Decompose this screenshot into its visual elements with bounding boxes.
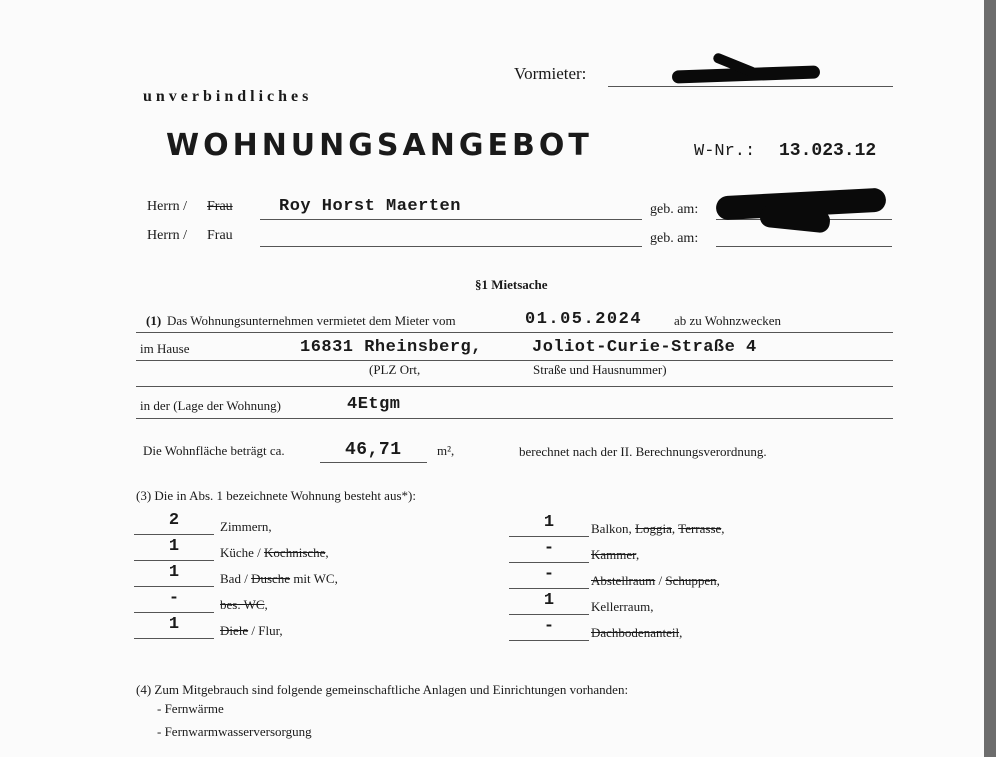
- qty-wc: -: [168, 589, 180, 608]
- label-abstellraum: Abstellraum / Schuppen,: [591, 573, 720, 588]
- haus-label: im Hause: [140, 341, 190, 356]
- name-line-1: [260, 219, 642, 220]
- qty-line: [134, 586, 214, 587]
- street-hint: Straße und Hausnummer): [533, 362, 667, 377]
- lage-value: 4Etgm: [347, 395, 401, 414]
- address-line-2: [136, 386, 893, 387]
- salutation-frau-1: Frau: [207, 199, 233, 214]
- tenant-name: Roy Horst Maerten: [279, 197, 461, 216]
- qty-line: [134, 560, 214, 561]
- birthdate-label-1: geb. am:: [650, 202, 699, 217]
- label-balkon: Balkon, Loggia, Terrasse,: [591, 521, 725, 536]
- birthdate-line-2: [716, 246, 892, 247]
- qty-kueche: 1: [168, 537, 180, 556]
- page-title: WOHNUNGSANGEBOT: [166, 128, 593, 163]
- qty-balkon: 1: [543, 513, 555, 532]
- qty-line: [509, 614, 589, 615]
- address-line: [136, 360, 893, 361]
- label-kammer: Kammer,: [591, 547, 640, 562]
- qty-dachboden: -: [543, 617, 555, 636]
- label-flur: Diele / Flur,: [220, 623, 283, 638]
- area-unit: m²,: [437, 443, 455, 458]
- label-bad: Bad / Dusche mit WC,: [220, 571, 338, 586]
- clause3-text: (3) Die in Abs. 1 bezeichnete Wohnung besteht aus*):: [136, 488, 416, 503]
- section-heading: §1 Mietsache: [475, 277, 548, 292]
- salutation-frau-2: Frau: [207, 228, 233, 243]
- vormieter-label: Vormieter:: [514, 64, 587, 83]
- wnr-value: 13.023.12: [779, 141, 877, 161]
- qty-line: [509, 588, 589, 589]
- clause1-line: [136, 332, 893, 333]
- offer-subtitle: unverbindliches: [143, 88, 313, 105]
- lage-line: [136, 418, 893, 419]
- wnr-label: W-Nr.:: [694, 142, 756, 161]
- facility-item: - Fernwarmwasserversorgung: [157, 724, 312, 739]
- clause1-number: (1): [146, 313, 162, 328]
- qty-line: [509, 640, 589, 641]
- qty-zimmer: 2: [168, 511, 180, 530]
- start-date: 01.05.2024: [525, 310, 643, 329]
- area-line: [320, 462, 427, 463]
- qty-line: [134, 534, 214, 535]
- qty-line: [509, 562, 589, 563]
- qty-flur: 1: [168, 615, 180, 634]
- qty-abstellraum: -: [543, 565, 555, 584]
- area-label: Die Wohnfläche beträgt ca.: [143, 443, 285, 458]
- clause1-suffix: ab zu Wohnzwecken: [674, 313, 782, 328]
- lage-label: in der (Lage der Wohnung): [140, 398, 281, 413]
- qty-line: [134, 612, 214, 613]
- qty-kammer: -: [543, 539, 555, 558]
- plz-hint: (PLZ Ort,: [369, 362, 421, 377]
- salutation-herr-1: Herrn /: [147, 199, 188, 214]
- label-kueche: Küche / Kochnische,: [220, 545, 329, 560]
- area-value: 46,71: [345, 440, 402, 460]
- label-dachboden: Dachbodenanteil,: [591, 625, 683, 640]
- qty-bad: 1: [168, 563, 180, 582]
- clause4-text: (4) Zum Mitgebrauch sind folgende gemeinschaftliche Anlagen und Einrichtungen vorhanden:: [136, 682, 629, 697]
- label-wc: bes. WC,: [220, 597, 268, 612]
- salutation-herr-2: Herrn /: [147, 228, 188, 243]
- qty-kellerraum: 1: [543, 591, 555, 610]
- address-city: 16831 Rheinsberg,: [300, 338, 482, 357]
- name-line-2: [260, 246, 642, 247]
- qty-line: [134, 638, 214, 639]
- qty-line: [509, 536, 589, 537]
- area-suffix: berechnet nach der II. Berechnungsverordnung.: [519, 444, 767, 459]
- clause1-text: Das Wohnungsunternehmen vermietet dem Mieter vom: [167, 313, 456, 328]
- label-kellerraum: Kellerraum,: [591, 599, 654, 614]
- vormieter-line: [608, 86, 893, 87]
- label-zimmer: Zimmern,: [220, 519, 272, 534]
- facility-item: - Fernwärme: [157, 701, 224, 716]
- birthdate-label-2: geb. am:: [650, 231, 699, 246]
- address-street: Joliot-Curie-Straße 4: [532, 338, 757, 357]
